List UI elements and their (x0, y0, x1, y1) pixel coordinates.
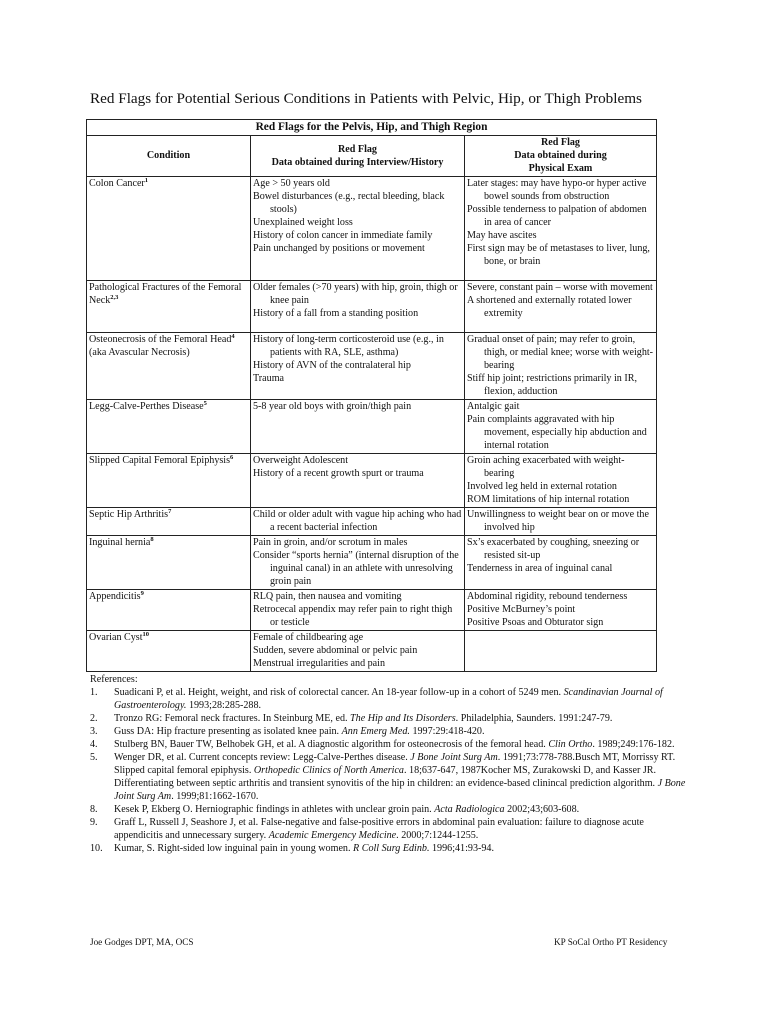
exam-cell (465, 508, 657, 536)
interview-cell (251, 177, 465, 281)
condition-name: Pathological Fractures of the Femoral Neck$^{2,3}$ (89, 282, 242, 306)
condition-cell (87, 454, 251, 508)
history-red-flag: Consider “sports hernia” (internal disruption of the inguinal canal) in an athlete with unresolving groin pain (253, 550, 459, 587)
page-title: Red Flags for Potential Serious Conditions in Patients with Pelvic, Hip, or Thigh Problems (90, 90, 642, 107)
exam-red-flag: May have ascites (467, 230, 537, 241)
footer-author: Joe Godges DPT, MA, OCS (90, 937, 194, 947)
condition-name: Ovarian Cyst$^{10}$ (89, 631, 150, 643)
reference-source: Scandinavian Journal of Gastroenterology. (114, 687, 663, 711)
interview-cell (251, 400, 465, 454)
history-red-flag: Older females (>70 years) with hip, groin, thigh or knee pain (253, 282, 458, 306)
reference-source: Ann Emerg Med. (341, 726, 410, 737)
reference-item (90, 842, 690, 855)
reference-text: Kumar, S. Right-sided low inguinal pain in young women. (114, 843, 354, 854)
condition-cell (87, 281, 251, 333)
history-red-flag: History of long-term corticosteroid use (e.g., in patients with RA, SLE, asthma) (253, 334, 444, 358)
reference-text: Tronzo RG: Femoral neck fractures. In Steinburg ME, ed. (114, 713, 351, 724)
interview-cell (251, 536, 465, 590)
interview-column-header (251, 136, 465, 177)
condition-cell (87, 536, 251, 590)
condition-column-header: Condition (87, 136, 251, 177)
reference-superscript: 2,3 (110, 294, 119, 301)
history-red-flag: History of AVN of the contralateral hip (253, 360, 411, 371)
exam-cell (465, 454, 657, 508)
table-row (87, 454, 657, 508)
exam-red-flag: Pain complaints aggravated with hip movement, especially hip abduction and internal rotation (467, 414, 647, 451)
exam-red-flag: Antalgic gait (467, 401, 520, 412)
reference-source: Acta Radiologica (434, 804, 505, 815)
reference-number: 5. (90, 752, 98, 763)
history-red-flag: Pain in groin, and/or scrotum in males (253, 537, 408, 548)
exam-red-flag: Positive Psoas and Obturator sign (467, 617, 604, 628)
condition-name: Slipped Capital Femoral Epiphysis$^6$ (89, 454, 234, 466)
history-red-flag: 5-8 year old boys with groin/thigh pain (253, 401, 412, 412)
reference-source: Clin Ortho (548, 739, 593, 750)
exam-cell (465, 400, 657, 454)
exam-red-flag: First sign may be of metastases to liver, lung, bone, or brain (467, 243, 650, 267)
exam-cell (465, 631, 657, 672)
exam-red-flag: Possible tenderness to palpation of abdomen in area of cancer (467, 204, 647, 228)
reference-item (90, 803, 690, 816)
exam-red-flag: Tenderness in area of inguinal canal (467, 563, 613, 574)
reference-item (90, 686, 690, 712)
reference-number: 1. (90, 687, 98, 698)
condition-cell (87, 333, 251, 400)
exam-red-flag: Groin aching exacerbated with weight-bearing (467, 455, 625, 479)
history-red-flag: RLQ pain, then nausea and vomiting (253, 591, 402, 602)
exam-red-flag: Gradual onset of pain; may refer to groin, thigh, or medial knee; worse with weight-bearing (467, 334, 654, 371)
reference-text: 1993;28:285-288. (186, 700, 262, 711)
interview-cell (251, 454, 465, 508)
reference-superscript: 1 (144, 177, 149, 184)
reference-text: . 1991;73:778-788.Busch MT, Morrissy RT. Slipped capital femoral epiphysis. (114, 752, 676, 776)
history-red-flag: Age > 50 years old (253, 178, 330, 189)
reference-item (90, 738, 690, 751)
reference-text: Wenger DR, et al. Current concepts review: Legg-Calve-Perthes disease. (114, 752, 411, 763)
reference-number: 8. (90, 804, 98, 815)
reference-text: . 2000;7:1244-1255. (396, 830, 479, 841)
reference-text: 2002;43;603-608. (504, 804, 580, 815)
references-title: References: (90, 674, 138, 685)
reference-text: Stulberg BN, Bauer TW, Belhobek GH, et al. A diagnostic algorithm for osteonecrosis of the femoral head. (114, 739, 549, 750)
reference-text: Kesek P, Ekberg O. Herniographic findings in athletes with unclear groin pain. (114, 804, 435, 815)
table-row (87, 590, 657, 631)
reference-text: . Philadelphia, Saunders. 1991:247-79. (455, 713, 613, 724)
interview-cell (251, 281, 465, 333)
exam-red-flag: Positive McBurney’s point (467, 604, 576, 615)
reference-source: Orthopedic Clinics of North America (253, 765, 404, 776)
exam-header-line: Red Flag (541, 137, 580, 148)
reference-text: Graff L, Russell J, Seashore J, et al. False-negative and false-positive errors in abdominal pain evaluation: failure to diagnose acute appendicitis and unnecessary surgery. (114, 817, 644, 841)
reference-text: . 1989;249:176-182. (592, 739, 675, 750)
reference-source: J Bone Joint Surg Am (114, 778, 686, 802)
reference-text: Guss DA: Hip fracture presenting as isolated knee pain. (114, 726, 342, 737)
table-row (87, 536, 657, 590)
exam-red-flag: ROM limitations of hip internal rotation (467, 494, 630, 505)
condition-cell (87, 400, 251, 454)
condition-name: Colon Cancer$^1$ (89, 177, 149, 189)
table-row (87, 177, 657, 281)
reference-item (90, 725, 690, 738)
reference-source: Academic Emergency Medicine (268, 830, 397, 841)
footer-program: KP SoCal Ortho PT Residency (554, 937, 668, 947)
reference-number: 2. (90, 713, 98, 724)
reference-item (90, 712, 690, 725)
history-red-flag: Child or older adult with vague hip aching who had a recent bacterial infection (253, 509, 462, 533)
reference-superscript: 5 (203, 400, 207, 407)
reference-text: 1996;41:93-94. (429, 843, 494, 854)
condition-name: Legg-Calve-Perthes Disease$^5$ (89, 400, 207, 412)
exam-cell (465, 333, 657, 400)
exam-red-flag: Abdominal rigidity, rebound tenderness (467, 591, 628, 602)
condition-name: (aka Avascular Necrosis) (89, 347, 190, 358)
reference-number: 3. (90, 726, 98, 737)
reference-source: R Coll Surg Edinb. (353, 843, 430, 854)
exam-red-flag: Later stages: may have hypo-or hyper active bowel sounds from obstruction (467, 178, 647, 202)
history-red-flag: Retrocecal appendix may refer pain to right thigh or testicle (253, 604, 453, 628)
reference-number: 10. (90, 843, 103, 854)
history-red-flag: Sudden, severe abdominal or pelvic pain (253, 645, 418, 656)
exam-cell (465, 177, 657, 281)
reference-text: . 1999;81:1662-1670. (171, 791, 259, 802)
history-red-flag: Female of childbearing age (253, 632, 364, 643)
history-red-flag: Overweight Adolescent (253, 455, 349, 466)
interview-cell (251, 333, 465, 400)
reference-superscript: 8 (150, 536, 154, 543)
references-list (90, 686, 690, 855)
exam-cell (465, 536, 657, 590)
reference-superscript: 6 (230, 454, 234, 461)
table-body (87, 177, 657, 672)
reference-item (90, 816, 690, 842)
table-row (87, 333, 657, 400)
condition-name: Appendicitis$^9$ (89, 590, 144, 602)
history-red-flag: History of a fall from a standing position (253, 308, 419, 319)
exam-red-flag: A shortened and externally rotated lower extremity (467, 295, 632, 319)
interview-header-line: Data obtained during Interview/History (271, 156, 444, 168)
exam-red-flag: Unwillingness to weight bear on or move the involved hip (467, 509, 649, 533)
reference-text: Suadicani P, et al. Height, weight, and risk of colorectal cancer. An 18-year follow-up in a cohort of 5249 men. (114, 687, 564, 698)
history-red-flag: Unexplained weight loss (253, 217, 353, 228)
exam-cell (465, 590, 657, 631)
reference-superscript: 9 (140, 590, 144, 597)
history-red-flag: Trauma (253, 373, 285, 384)
reference-superscript: 10 (142, 631, 150, 638)
exam-red-flag: Severe, constant pain – worse with movement (467, 282, 653, 293)
table-row (87, 400, 657, 454)
exam-red-flag: Sx’s exacerbated by coughing, sneezing or resisted sit-up (467, 537, 640, 561)
exam-cell (465, 281, 657, 333)
history-red-flag: Pain unchanged by positions or movement (253, 243, 425, 254)
history-red-flag: Bowel disturbances (e.g., rectal bleeding, black stools) (253, 191, 445, 215)
condition-cell (87, 631, 251, 672)
interview-cell (251, 508, 465, 536)
interview-header-line: Red Flag (338, 143, 377, 155)
exam-red-flag: Involved leg held in external rotation (467, 481, 617, 492)
exam-column-header (465, 136, 657, 177)
reference-number: 4. (90, 739, 98, 750)
reference-source: The Hip and Its Disorders (350, 713, 456, 724)
interview-cell (251, 631, 465, 672)
table-row (87, 631, 657, 672)
reference-text: 1997:29:418-420. (409, 726, 485, 737)
exam-red-flag: Stiff hip joint; restrictions primarily in IR, flexion, adduction (467, 373, 637, 397)
history-red-flag: History of a recent growth spurt or trauma (253, 468, 424, 479)
reference-text: . 18;637-647, 1987Kocher MS, Zurakowski D, and Kasser JR. Differentiating between septic arthritis and transient synovitis of the hip in children: an evidence-based clinincal prediction algorithm. (114, 765, 658, 789)
reference-source: J Bone Joint Surg Am (410, 752, 498, 763)
interview-cell (251, 590, 465, 631)
exam-header-line: Physical Exam (528, 163, 593, 174)
condition-cell (87, 508, 251, 536)
condition-name: Osteonecrosis of the Femoral Head$^4$ (89, 333, 235, 345)
red-flags-table (86, 119, 657, 672)
table-region-title: Red Flags for the Pelvis, Hip, and Thigh Region (87, 120, 657, 136)
condition-name: Septic Hip Arthritis$^7$ (89, 508, 172, 520)
history-red-flag: Menstrual irregularities and pain (253, 658, 386, 669)
exam-header-line: Data obtained during (514, 150, 607, 161)
condition-cell (87, 177, 251, 281)
references-section (90, 673, 690, 855)
history-red-flag: History of colon cancer in immediate family (253, 230, 433, 241)
reference-number: 9. (90, 817, 98, 828)
table-row (87, 281, 657, 333)
reference-superscript: 7 (168, 508, 172, 515)
table-row (87, 508, 657, 536)
reference-item (90, 751, 690, 803)
reference-superscript: 4 (231, 333, 235, 340)
condition-cell (87, 590, 251, 631)
condition-name: Inguinal hernia$^8$ (89, 536, 154, 548)
